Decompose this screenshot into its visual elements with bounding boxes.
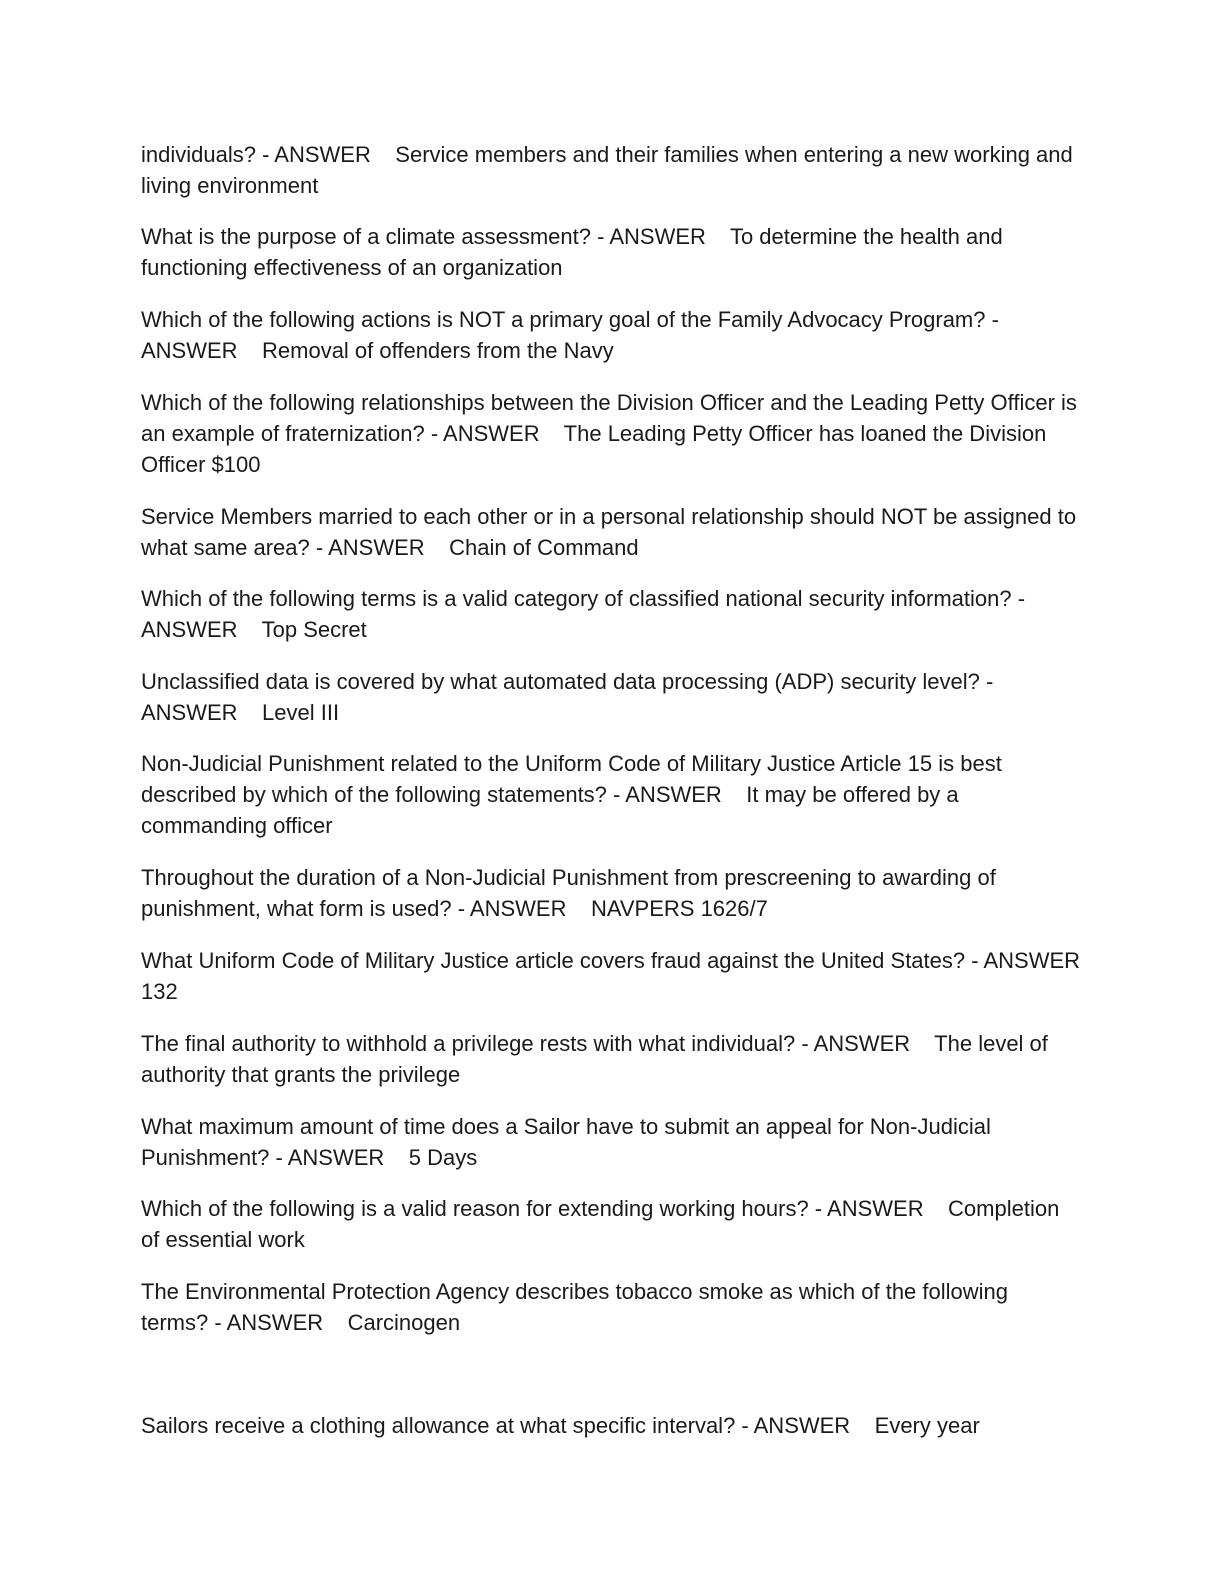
qa-item-15: Sailors receive a clothing allowance at what specific interval? - ANSWER Every year <box>141 1413 980 1438</box>
qa-item-5: Service Members married to each other or in a personal relationship should NOT be assigned to what same area? - ANSWER Chain of Command <box>141 504 1083 560</box>
qa-item-12: What maximum amount of time does a Sailor have to submit an appeal for Non-Judicial Punishment? - ANSWER 5 Days <box>141 1114 997 1170</box>
qa-item-6: Which of the following terms is a valid category of classified national security information? - ANSWER Top Secret <box>141 586 1030 642</box>
qa-item-7: Unclassified data is covered by what automated data processing (ADP) security level? - ANSWER Level III <box>141 669 999 725</box>
qa-item-10: What Uniform Code of Military Justice article covers fraud against the United States? - ANSWER 132 <box>141 948 1105 1004</box>
qa-item-3: Which of the following actions is NOT a primary goal of the Family Advocacy Program? - ANSWER Removal of offenders from the Navy <box>141 307 1004 363</box>
qa-item-11: The final authority to withhold a privilege rests with what individual? - ANSWER The level of authority that grants the privilege <box>141 1031 1055 1087</box>
qa-item-9: Throughout the duration of a Non-Judicial Punishment from prescreening to awarding of punishment, what form is used? - ANSWER NAVPERS 1626/7 <box>141 865 1002 921</box>
qa-item-14: The Environmental Protection Agency describes tobacco smoke as which of the following terms? - ANSWER Carcinogen <box>141 1279 1015 1335</box>
qa-item-4: Which of the following relationships between the Division Officer and the Leading Petty Officer is an example of fraternization? - ANSWER The Leading Petty Officer has loaned the Division Officer $100 <box>141 390 1084 477</box>
qa-item-13: Which of the following is a valid reason for extending working hours? - ANSWER Completion of essential work <box>141 1196 1066 1252</box>
qa-item-1: individuals? - ANSWER Service members and their families when entering a new working and living environment <box>141 142 1079 198</box>
qa-item-8: Non-Judicial Punishment related to the Uniform Code of Military Justice Article 15 is best described by which of the following statements? - ANSWER It may be offered by a commanding officer <box>141 751 1008 838</box>
qa-item-2: What is the purpose of a climate assessment? - ANSWER To determine the health and functioning effectiveness of an organization <box>141 224 1009 280</box>
